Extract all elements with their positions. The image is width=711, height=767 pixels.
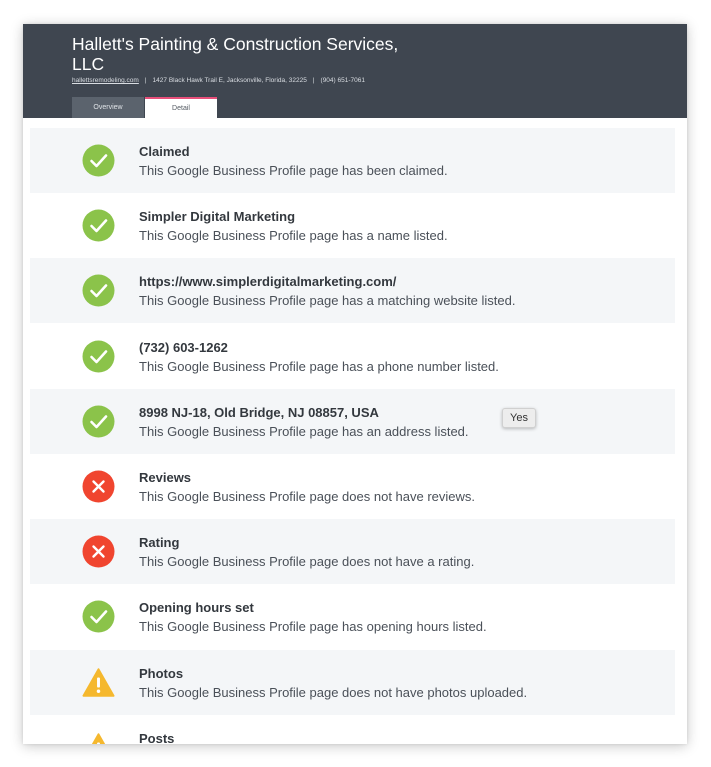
business-header <box>23 24 687 118</box>
check-row <box>30 715 675 744</box>
check-title: 8998 NJ-18, Old Bridge, NJ 08857, USA <box>139 404 379 420</box>
check-circle-icon <box>82 274 115 307</box>
check-description: This Google Business Profile page has an address listed. <box>139 423 469 439</box>
check-circle-icon <box>82 600 115 633</box>
check-description: This Google Business Profile page has a phone number listed. <box>139 358 499 374</box>
x-circle-icon <box>82 470 115 503</box>
business-meta <box>72 77 365 84</box>
check-description: This Google Business Profile page has a name listed. <box>139 228 448 244</box>
check-title: Photos <box>139 665 184 681</box>
check-row <box>30 650 675 715</box>
check-row <box>30 389 675 454</box>
check-row <box>30 258 675 323</box>
business-phone: (904) 651-7061 <box>320 77 365 84</box>
meta-separator: | <box>144 77 147 84</box>
check-title: Simpler Digital Marketing <box>139 209 296 225</box>
check-title: https://www.simplerdigitalmarketing.com/ <box>139 274 397 290</box>
check-title: Posts <box>139 730 175 744</box>
check-title: Reviews <box>139 470 192 485</box>
check-row <box>30 584 675 649</box>
check-row <box>30 519 675 584</box>
check-row <box>30 454 675 519</box>
check-title: Opening hours set <box>139 600 254 616</box>
check-circle-icon <box>82 340 115 373</box>
tab-detail[interactable]: Detail <box>145 97 217 118</box>
check-description: This Google Business Profile page has a matching website listed. <box>139 293 516 309</box>
check-circle-icon <box>82 405 115 438</box>
check-description: This Google Business Profile page does not have reviews. <box>139 489 476 504</box>
business-title: Hallett's Painting & Construction Services, LLC <box>72 34 399 74</box>
check-circle-icon <box>82 144 115 177</box>
report-card <box>23 24 687 744</box>
check-title: (732) 603-1262 <box>139 339 228 355</box>
check-description: This Google Business Profile page has been claimed. <box>139 163 448 178</box>
x-circle-icon <box>82 535 115 568</box>
check-description: This Google Business Profile page has opening hours listed. <box>139 619 487 635</box>
warning-triangle-icon <box>82 666 115 699</box>
check-row <box>30 324 675 389</box>
check-title: Claimed <box>139 144 190 159</box>
check-circle-icon <box>82 209 115 242</box>
check-row <box>30 193 675 258</box>
detail-checklist <box>23 118 687 744</box>
check-title: Rating <box>139 535 180 551</box>
website-link[interactable]: hallettsremodeling.com <box>72 77 139 84</box>
check-description: This Google Business Profile page does not have a rating. <box>139 554 475 570</box>
check-description: This Google Business Profile page does not have photos uploaded. <box>139 684 528 700</box>
meta-separator: | <box>312 77 315 84</box>
tab-overview[interactable]: Overview <box>72 97 144 118</box>
check-row <box>30 128 675 193</box>
warning-triangle-icon <box>82 731 115 744</box>
business-address: 1427 Black Hawk Trail E, Jacksonville, Florida, 32225 <box>152 77 307 84</box>
tooltip: Yes <box>502 408 536 428</box>
